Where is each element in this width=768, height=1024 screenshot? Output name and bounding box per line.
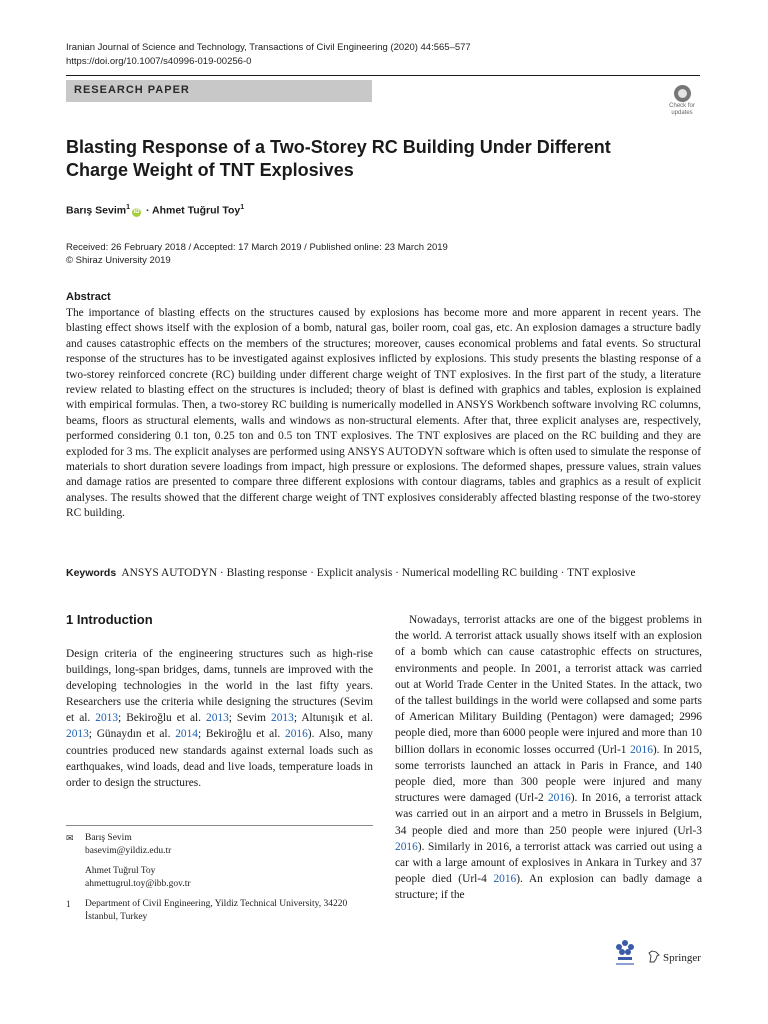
springer-horse-icon [648,950,660,963]
author-name[interactable]: Barış Sevim [66,204,127,217]
article-type-badge [66,80,372,102]
affiliation-text: Department of Civil Engineering, Yildiz Technical University, 34220 İstanbul, Turkey [85,899,348,922]
contact-email[interactable]: ahmettugrul.toy@ibb.gov.tr [85,878,191,889]
affiliation-marker: 1 [126,204,131,211]
citation-link[interactable]: 2013 [66,728,89,741]
journal-citation: Iranian Journal of Science and Technology, Transactions of Civil Engineering (2020) 44:565–577 [66,42,471,53]
citation-link[interactable]: 2013 [95,712,119,725]
copyright-notice: © Shiraz University 2019 [66,255,171,266]
corresponding-author [66,832,373,857]
section-heading: 1 Introduction [66,612,153,627]
author-list [66,204,244,217]
keywords-line [66,567,706,579]
intro-paragraph-1: Design criteria of the engineering structures such as high-rise buildings, long-span bridges, dams, tunnels are improved with the developing technologies in the world in the last fifty years. Researchers use the criteria while designing the structures (Sevim et al. 2013; Bekiroğlu et al. 2013; Sevim 2013; Altunışık et al. 2013; Günaydın et al. 2014; Bekiroğlu et al. 2016). Also, many countries produced new standards against external loads such as earthquakes, wind loads, dead and live loads, temperature loads in order to design the structures. [66,648,373,789]
author-separator: · [145,204,150,217]
citation-link[interactable]: 2016 [547,792,571,805]
contact-name: Barış Sevim [85,833,132,843]
citation-link[interactable]: 2014 [175,728,198,741]
doi-link[interactable]: https://doi.org/10.1007/s40996-019-00256-0 [66,56,252,67]
header-rule [66,75,700,76]
affiliation-note [66,898,373,923]
affiliation-marker: 1 [66,899,71,909]
publisher-name: Springer [663,952,701,964]
citation-link[interactable]: 2016 [395,840,418,853]
publication-dates: Received: 26 February 2018 / Accepted: 17 March 2019 / Published online: 23 March 2019 [66,242,448,253]
abstract-heading: Abstract [66,291,111,303]
intro-paragraph-2: Nowadays, terrorist attacks are one of the biggest problems in the world. A terrorist attack usually shows itself with an explosion of a bomb which can cause catastrophic effects on structures, environments and people. In 2001, a terrorist attack was carried out at World Trade Center in the United States. In the attack, two of the tallest buildings in the world were collapsed and some parts of American Military Building (Pentagon) were damaged; 2996 people died, more than 6000 people were injured and more than 10 billion dollars in economic losses occurred (Url-1 2016). In 2015, some terrorists launched an attack in Paris in France, and 140 people died, more than 300 people were injured and many structures were damaged (Url-2 2016). In 2016, a terrorist attack was carried out in an airport and a metro in Brussels in Belgium, 34 people died and more than 250 people were injured (Url-3 2016). Similarly in 2016, a terrorist attack was carried out using a car with a large amount of explosives in Ankara in Turkey and 37 people died (Url-4 2016). An explosion can badly damage a structure; if the [395,614,703,902]
keywords-list: ANSYS AUTODYN · Blasting response · Explicit analysis · Numerical modelling RC building · TNT explosive [121,567,636,579]
footnotes [66,832,373,923]
affiliation-marker: 1 [240,204,245,211]
crossmark-icon [674,85,691,102]
citation-link[interactable]: 2013 [206,712,229,725]
citation-link[interactable]: 2016 [285,728,308,741]
crossmark-label: Check for updates [669,103,695,116]
contact-email[interactable]: basevim@yildiz.edu.tr [85,845,172,856]
citation-link[interactable]: 2016 [630,743,653,756]
citation-link[interactable]: 2016 [493,873,517,886]
publisher-logos [612,938,704,970]
shiraz-university-logo-icon [612,938,638,968]
author-name[interactable]: Ahmet Tuğrul Toy [151,204,241,217]
publication-history [66,241,448,267]
orcid-icon[interactable]: iD [133,208,140,215]
article-type-label: RESEARCH PAPER [74,84,190,96]
citation-link[interactable]: 2013 [271,712,294,725]
keywords-label: Keywords [66,567,117,579]
coauthor-contact [66,865,373,890]
abstract-text: The importance of blasting effects on the structures caused by explosions has become more and more apparent in recent years. The blasting effect shows itself with the explosion of a bomb, natural gas, boiler room, coal gas, etc. An explosion damages a structure badly and causes catastrophic effects on the members of the structures; moreover, causes economical problems and fatal events. So structural response of the structures has to be investigated against explosives inflicted by explosions. This study presents the blasting response of a two-storey reinforced concrete (RC) building under different charge weight of TNT explosives. In the first part of the study, a literature review related to blasting effect on the structures is included; theory of blast is defined with graphics and tables, explosion is explained with empirical formulas. Then, a two-storey RC building is numerically modelled in ANSYS Workbench software involving RC columns, beams, floors as structural elements, walls and windows as non-structural elements. After that, three explicit analyses are, respectively, performed considering 0.1 ton, 0.25 ton and 0.5 ton TNT explosives. The TNT explosives are placed on the RC building and they are exploded for 3 ms. The explicit analyses are performed using ANSYS AUTODYN software which is often used to simulate the response of materials to short duration severe loadings from impact, high pressure or explosions. The deformed shapes, pressure values, strain values and damage ratios are presented to compare three different explosions with contour diagrams, tables and graphics as a result of explicit analyses. The results showed that the different charge weight of TNT explosives considerably affected blasting response of the two-storey RC building. [66,307,701,520]
footnote-rule [66,825,373,826]
contact-name: Ahmet Tuğrul Toy [85,866,156,876]
envelope-icon: ✉ [66,833,74,843]
article-title: Blasting Response of a Two-Storey RC Building Under Different Charge Weight of TNT Explosives [66,137,611,180]
check-for-updates-button[interactable] [664,85,700,123]
